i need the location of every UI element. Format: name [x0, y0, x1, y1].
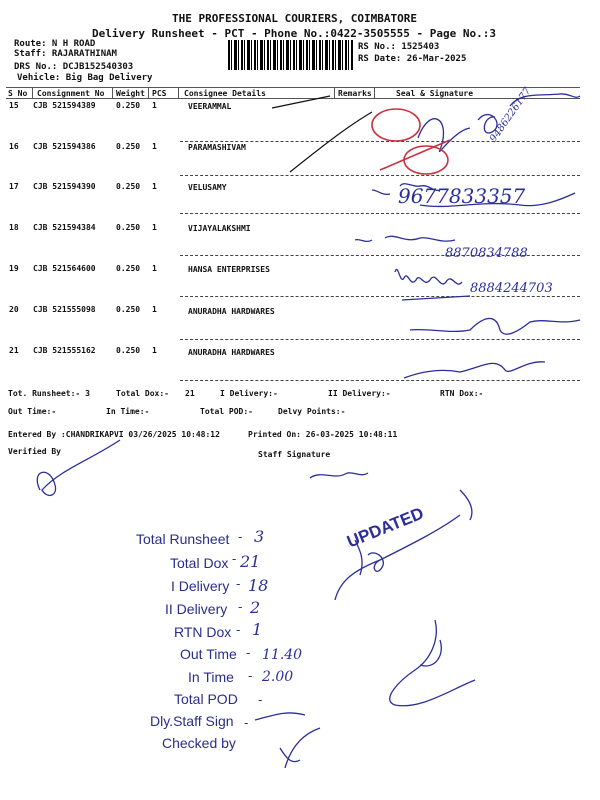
runsheet-subtitle: Delivery Runsheet - PCT - Phone No.:0422-3505555 - Page No.:3 [92, 27, 496, 40]
printed-on: Printed On: 26-03-2025 10:48:11 [248, 430, 398, 439]
handwritten-phone: 9486226177 [488, 85, 534, 145]
dash-mark: - [238, 530, 243, 545]
row-consignment: CJB 521594390 [33, 182, 96, 191]
row-consignee: ANURADHA HARDWARES [188, 307, 275, 316]
dash-mark: - [238, 600, 243, 615]
summary-value: 2 [250, 598, 261, 617]
summary-label: RTN Dox [174, 624, 232, 640]
row-sno: 20 [9, 305, 19, 314]
staff-signature-label: Staff Signature [258, 450, 331, 459]
ii-delivery-label: II Delivery:- [328, 389, 391, 398]
row-consignment: CJB 521564600 [33, 264, 96, 273]
row-weight: 0.250 [116, 101, 141, 110]
rs-date: RS Date: 26-Mar-2025 [358, 54, 467, 64]
vehicle: Vehicle: Big Bag Delivery [17, 73, 153, 83]
row-weight: 0.250 [116, 182, 141, 191]
row-consignee: ANURADHA HARDWARES [188, 348, 275, 357]
row-weight: 0.250 [116, 142, 141, 151]
row-sno: 18 [9, 223, 19, 232]
col-pcs: PCS [152, 89, 167, 98]
staff: Staff: RAJARATHINAM [14, 49, 117, 59]
row-weight: 0.250 [116, 346, 141, 355]
drs-number: DRS No.: DCJB152540303 [14, 62, 134, 72]
handwritten-phone: 9677833357 [398, 184, 526, 208]
dash-mark: - [236, 623, 241, 638]
verified-by: Verified By [8, 447, 61, 456]
summary-label: Checked by [162, 735, 236, 751]
row-pcs: 1 [152, 142, 157, 151]
row-sno: 15 [9, 101, 19, 110]
col-remarks: Remarks [338, 89, 372, 98]
summary-label: Total Dox [170, 555, 229, 571]
summary-label: II Delivery [165, 601, 228, 617]
summary-value: 1 [252, 620, 263, 639]
dash-mark: - [236, 577, 241, 592]
company-title: THE PROFESSIONAL COURIERS, COIMBATORE [172, 12, 418, 25]
summary-label: Dly.Staff Sign [150, 713, 234, 729]
row-weight: 0.250 [116, 305, 141, 314]
tot-runsheet: Tot. Runsheet:- 3 [8, 389, 90, 398]
total-dox-value: 21 [185, 389, 195, 398]
row-sno: 16 [9, 142, 19, 151]
col-sno: S No [8, 89, 28, 98]
dash-mark: - [248, 669, 253, 684]
total-pod-label: Total POD:- [200, 407, 253, 416]
row-sno: 17 [9, 182, 19, 191]
row-sno: 21 [9, 346, 19, 355]
summary-label: Total Runsheet [136, 531, 230, 547]
summary-label: I Delivery [171, 578, 230, 594]
row-sno: 19 [9, 264, 19, 273]
rs-number: RS No.: 1525403 [358, 42, 440, 52]
row-consignment: CJB 521555098 [33, 305, 96, 314]
summary-value: 2.00 [262, 669, 294, 685]
summary-value: 21 [240, 552, 261, 571]
i-delivery-label: I Delivery:- [220, 389, 278, 398]
delvy-points-label: Delvy Points:- [278, 407, 346, 416]
dash-mark: - [232, 552, 237, 567]
out-time-label: Out Time:- [8, 407, 57, 416]
dash-mark: - [246, 646, 251, 661]
row-consignee: VIJAYALAKSHMI [188, 224, 251, 233]
row-consignment: CJB 521594389 [33, 101, 96, 110]
col-consignment: Consignment No [37, 89, 105, 98]
row-pcs: 1 [152, 101, 157, 110]
col-weight: Weight [116, 89, 145, 98]
row-consignment: CJB 521594384 [33, 223, 96, 232]
row-consignment: CJB 521555162 [33, 346, 96, 355]
summary-value: 3 [254, 527, 265, 546]
row-weight: 0.250 [116, 223, 141, 232]
summary-label: Total POD [174, 691, 238, 707]
row-weight: 0.250 [116, 264, 141, 273]
route: Route: N H ROAD [14, 39, 96, 49]
entered-by: Entered By :CHANDRIKAPVI 03/26/2025 10:48:12 [8, 430, 220, 439]
handwritten-phone: 8884244703 [470, 281, 553, 296]
summary-label: Out Time [180, 646, 237, 662]
row-consignee: VEERAMMAL [188, 102, 232, 111]
summary-value: 18 [248, 576, 269, 595]
summary-label: In Time [188, 669, 234, 685]
row-pcs: 1 [152, 346, 157, 355]
summary-value: 11.40 [262, 647, 303, 663]
row-pcs: 1 [152, 223, 157, 232]
updated-stamp: UPDATED [344, 503, 427, 552]
rtn-dox-label: RTN Dox:- [440, 389, 484, 398]
dash-mark: - [244, 716, 249, 731]
handwritten-phone: 8870834788 [445, 246, 528, 261]
dash-mark: - [258, 693, 263, 708]
col-consignee: Consignee Details [184, 89, 266, 98]
row-pcs: 1 [152, 182, 157, 191]
row-consignee: VELUSAMY [188, 183, 227, 192]
row-pcs: 1 [152, 264, 157, 273]
row-pcs: 1 [152, 305, 157, 314]
row-consignment: CJB 521594386 [33, 142, 96, 151]
total-dox-label: Total Dox:- [116, 389, 169, 398]
row-consignee: PARAMASHIVAM [188, 143, 246, 152]
in-time-label: In Time:- [106, 407, 150, 416]
row-consignee: HANSA ENTERPRISES [188, 265, 270, 274]
col-seal-signature: Seal & Signature [396, 89, 474, 98]
